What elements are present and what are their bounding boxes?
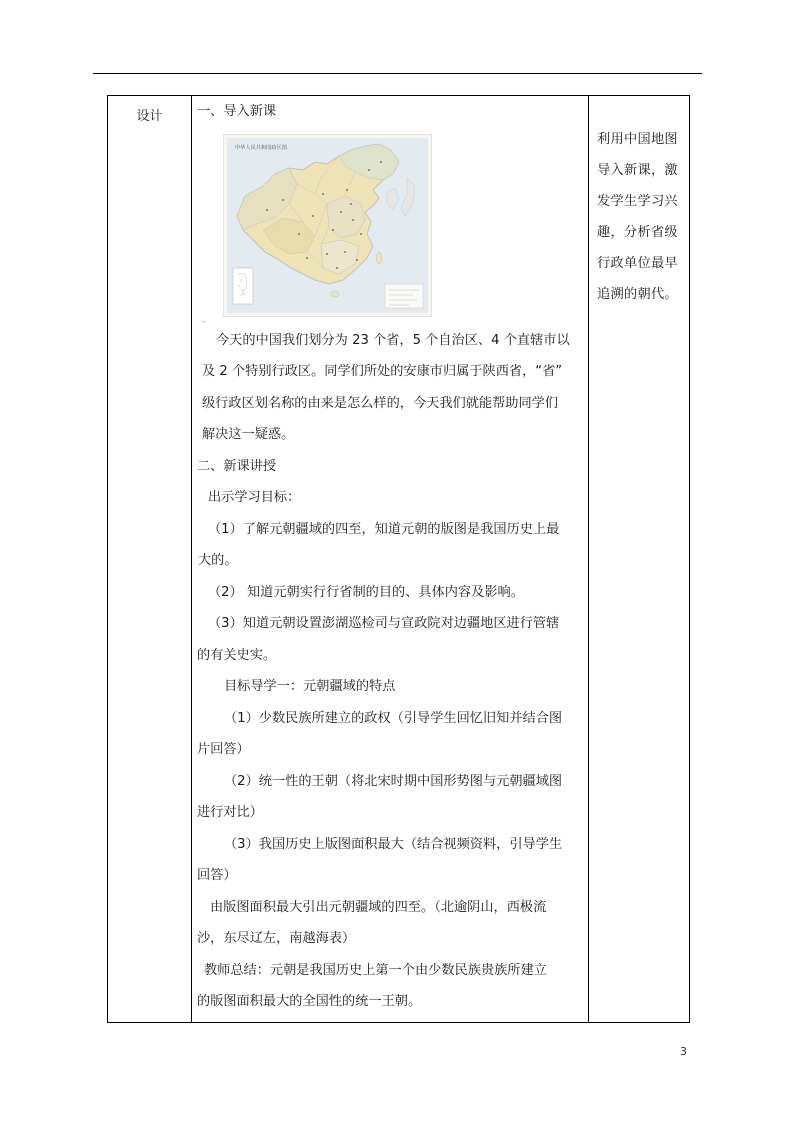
goal-1-line-2: 大的。 — [198, 553, 238, 568]
extent-line-1: 由版图面积最大引出元朝疆域的四至。（北逾阴山，西极流 — [210, 899, 547, 915]
point-2-line-2: 进行对比） — [197, 805, 263, 820]
section-label: 设计 — [136, 109, 163, 124]
point-3-line-1: （3）我国历史上版图面积最大（结合视频资料，引导学生 — [224, 836, 563, 852]
goal-2: （2） 知道元朝实行行省制的目的、具体内容及影响。 — [208, 584, 524, 600]
intro-line-1: 今天的中国我们划分为 23 个省，5 个自治区、4 个直辖市以 — [216, 332, 570, 348]
map-caption-mark: - — [202, 316, 205, 326]
point-3-line-2: 回答） — [197, 868, 237, 883]
section-label-cell — [108, 96, 192, 1023]
summary-line-2: 的版图面积最大的全国性的统一王朝。 — [197, 994, 422, 1009]
guide-1-title: 目标导学一：元朝疆域的特点 — [224, 679, 396, 694]
lesson-plan-table — [107, 95, 690, 1023]
header-rule — [93, 73, 702, 74]
content-body — [192, 96, 588, 1018]
intro-line-2: 及 2 个特别行政区。同学们所处的安康市归属于陕西省，“省” — [202, 364, 563, 379]
design-row — [108, 96, 690, 1023]
goal-3-line-1: （3）知道元朝设置澎湖巡检司与宣政院对边疆地区进行管辖 — [208, 616, 560, 631]
intro-line-3: 级行政区划名称的由来是怎么样的，今天我们就能帮助同学们 — [202, 395, 559, 411]
summary-line-1: 教师总结：元朝是我国历史上第一个由少数民族贵族所建立 — [204, 962, 547, 978]
heading-new-lesson: 二、新课讲授 — [197, 458, 277, 474]
map-title: 中华人民共和国政区图 — [235, 144, 287, 151]
china-map-image — [223, 134, 432, 317]
point-1-line-2: 片回答） — [197, 742, 250, 757]
side-note-cell — [589, 96, 690, 1023]
extent-line-2: 沙，东尽辽左，南越海表） — [197, 931, 356, 946]
point-1-line-1: （1）少数民族所建立的政权（引导学生回忆旧知并结合图 — [224, 710, 563, 726]
goals-title: 出示学习目标： — [208, 490, 301, 505]
china-map-graphic — [223, 134, 432, 317]
content-cell — [192, 96, 589, 1023]
goal-3-line-2: 的有关史实。 — [197, 647, 277, 663]
page-number: 3 — [680, 1045, 687, 1058]
point-2-line-1: （2）统一性的王朝（将北宋时期中国形势图与元朝疆域图 — [224, 773, 563, 789]
intro-line-4: 解决这一疑惑。 — [202, 427, 295, 442]
goal-1-line-1: （1）了解元朝疆域的四至，知道元朝的版图是我国历史上最 — [208, 521, 560, 537]
side-note: 利用中国地图导入新课，激发学生学习兴趣，分析省级行政单位最早追溯的朝代。 — [597, 132, 678, 302]
heading-intro: 一、导入新课 — [197, 104, 277, 119]
